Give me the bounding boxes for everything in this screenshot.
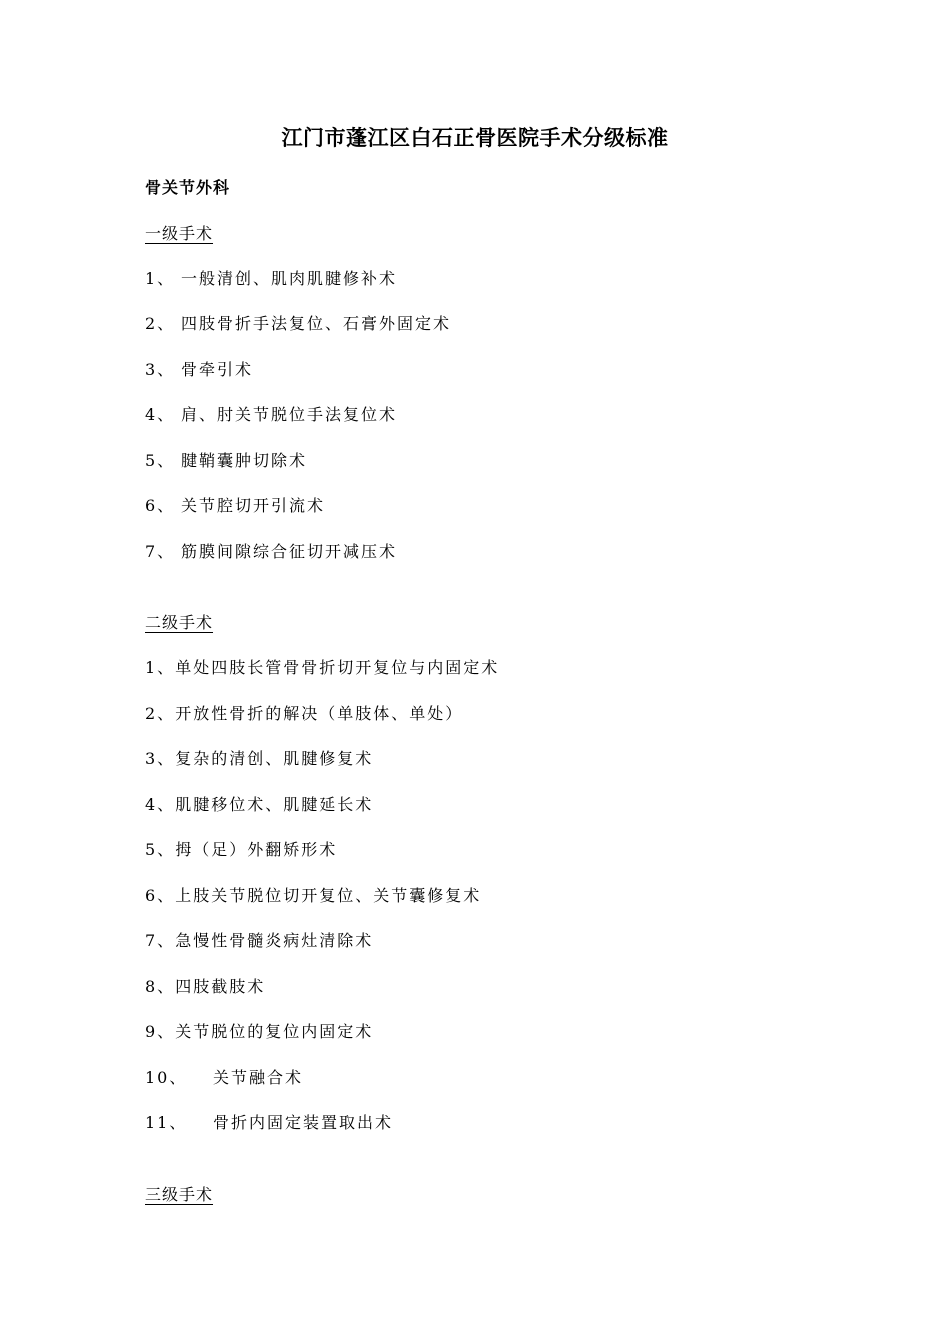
item-number: 9、 — [145, 1022, 176, 1041]
item-text: 关节腔切开引流术 — [181, 496, 326, 515]
level1-heading: 一级手术 — [145, 224, 214, 243]
list-item — [145, 311, 451, 334]
list-item — [145, 357, 253, 380]
list-item — [145, 1019, 373, 1042]
item-text: 关节融合术 — [213, 1068, 304, 1087]
item-text: 关节脱位的复位内固定术 — [175, 1022, 374, 1041]
list-item — [145, 493, 325, 516]
list-item — [145, 928, 373, 951]
item-number: 5、 — [145, 840, 176, 859]
item-text: 骨折内固定装置取出术 — [213, 1113, 394, 1132]
item-number: 8、 — [145, 977, 176, 996]
list-item — [145, 655, 499, 678]
level3-heading: 三级手术 — [145, 1185, 214, 1204]
level2-heading: 二级手术 — [145, 613, 214, 632]
item-text: 开放性骨折的解决（单肢体、单处） — [175, 704, 464, 723]
item-text: 拇（足）外翻矫形术 — [175, 840, 338, 859]
item-number: 6、 — [145, 886, 176, 905]
item-number: 2、 — [145, 704, 176, 723]
item-number: 1、 — [145, 269, 176, 288]
item-number: 3、 — [145, 360, 176, 379]
item-number: 7、 — [145, 931, 176, 950]
item-text: 一般清创、肌肉肌腱修补术 — [181, 269, 398, 288]
item-text: 复杂的清创、肌腱修复术 — [175, 749, 374, 768]
item-number: 1、 — [145, 658, 176, 677]
item-text: 骨牵引术 — [181, 360, 254, 379]
list-item — [145, 448, 307, 471]
item-number: 2、 — [145, 314, 176, 333]
item-number: 7、 — [145, 542, 176, 561]
item-number: 3、 — [145, 749, 176, 768]
list-item — [145, 402, 397, 425]
list-item — [145, 1065, 303, 1088]
list-item — [145, 883, 481, 906]
list-item — [145, 837, 337, 860]
item-text: 腱鞘囊肿切除术 — [181, 451, 308, 470]
list-item — [145, 701, 463, 724]
list-item — [145, 974, 265, 997]
list-item — [145, 792, 373, 815]
list-item — [145, 539, 397, 562]
item-number: 5、 — [145, 451, 176, 470]
department-heading: 骨关节外科 — [145, 178, 231, 197]
item-number: 4、 — [145, 795, 176, 814]
item-text: 上肢关节脱位切开复位、关节囊修复术 — [175, 886, 482, 905]
list-item — [145, 1110, 393, 1133]
item-text: 肌腱移位术、肌腱延长术 — [175, 795, 374, 814]
item-text: 急慢性骨髓炎病灶清除术 — [175, 931, 374, 950]
item-text: 四肢骨折手法复位、石膏外固定术 — [181, 314, 452, 333]
item-number: 4、 — [145, 405, 176, 424]
item-number: 11、 — [145, 1113, 188, 1132]
list-item — [145, 266, 397, 289]
item-text: 单处四肢长管骨骨折切开复位与内固定术 — [175, 658, 500, 677]
list-item — [145, 746, 373, 769]
item-text: 肩、肘关节脱位手法复位术 — [181, 405, 398, 424]
item-text: 筋膜间隙综合征切开减压术 — [181, 542, 398, 561]
item-number: 6、 — [145, 496, 176, 515]
item-number: 10、 — [145, 1068, 188, 1087]
document-title: 江门市蓬江区白石正骨医院手术分级标准 — [281, 125, 669, 150]
item-text: 四肢截肢术 — [175, 977, 266, 996]
